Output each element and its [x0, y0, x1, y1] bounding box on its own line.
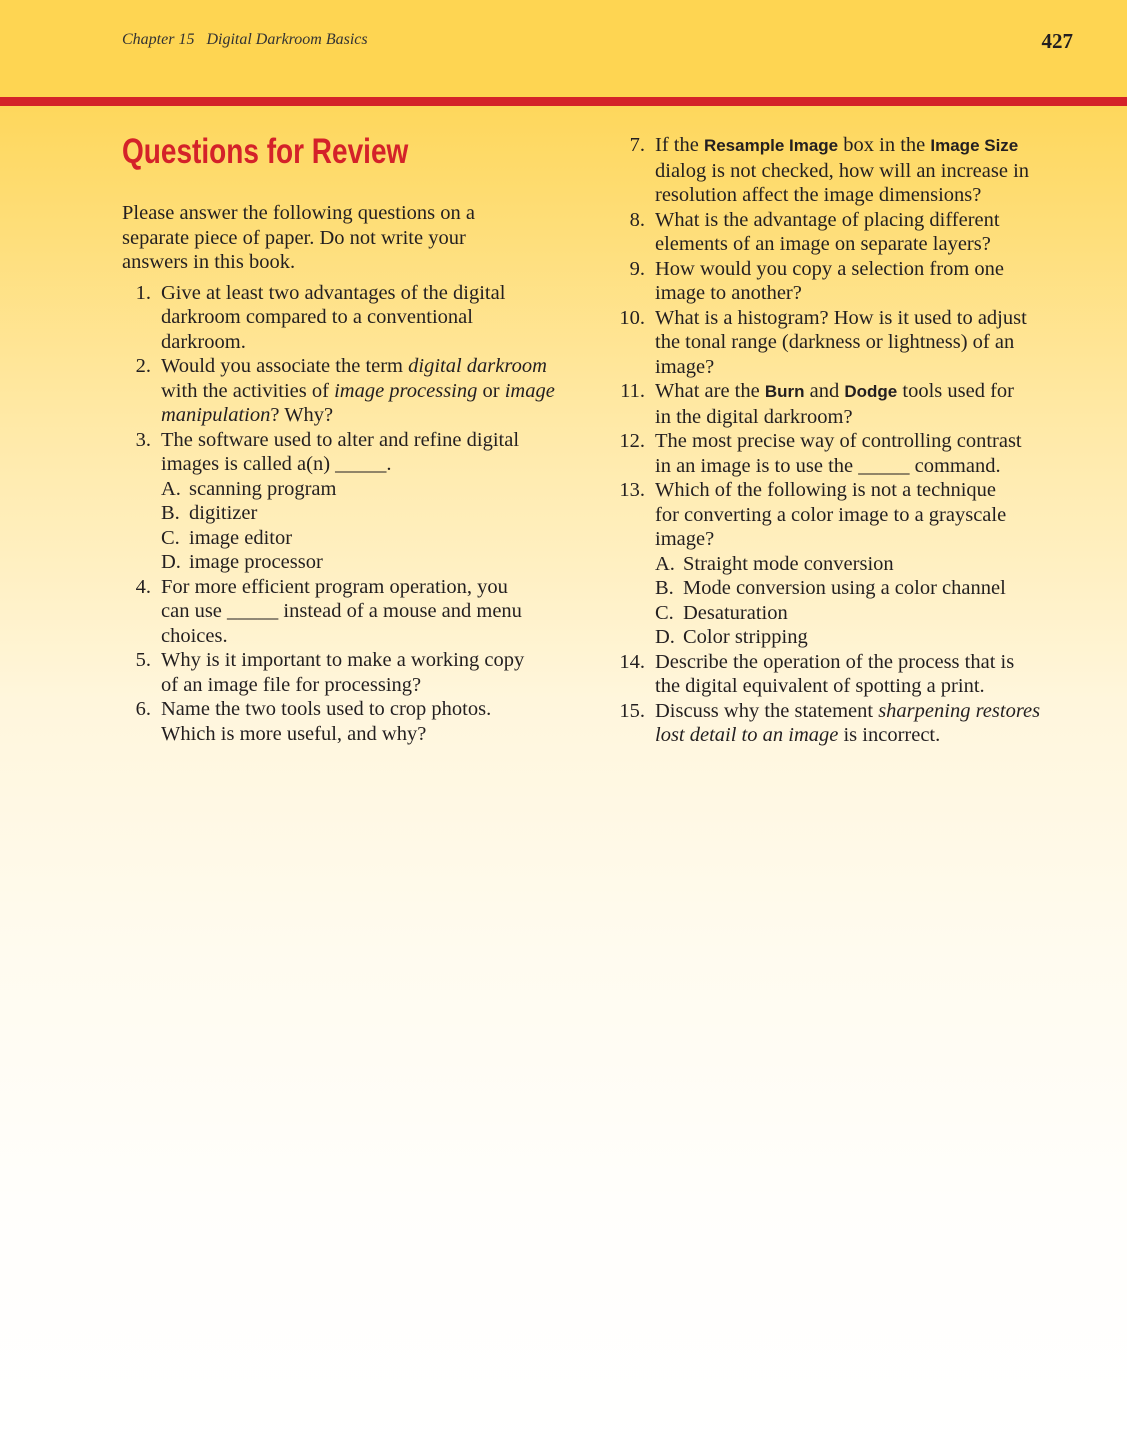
option-letter: A.: [655, 552, 675, 575]
question-line: [655, 527, 1090, 552]
question-line: [161, 673, 602, 698]
text: is incorrect.: [838, 724, 941, 746]
bold-ui-term: Dodge: [844, 382, 898, 401]
text: box in the: [838, 134, 931, 156]
bold-ui-term: Image Size: [930, 136, 1019, 155]
question-line: [161, 403, 602, 428]
text: of an image file for processing?: [161, 673, 422, 696]
text: Would you associate the term: [161, 355, 409, 377]
question-line: [655, 674, 1090, 699]
question-item: [610, 379, 1090, 429]
question-line: [655, 133, 1090, 159]
text: Which is more useful, and why?: [161, 722, 427, 745]
intro-paragraph: [122, 201, 602, 275]
italic-text: digital darkroom: [408, 355, 547, 377]
question-number: 9.: [629, 257, 645, 280]
running-header: [122, 31, 380, 49]
option-text: image processor: [189, 551, 323, 573]
text: or: [477, 379, 505, 402]
question-list: [122, 281, 602, 747]
text: with the activities of: [161, 379, 335, 402]
question-line: [161, 722, 602, 747]
question-line: [655, 723, 1090, 748]
question-item: [610, 478, 1090, 650]
left-column: [122, 201, 602, 746]
question-item: [122, 354, 602, 428]
question-line: [655, 183, 1090, 208]
question-number: 6.: [135, 698, 151, 720]
question-line: [655, 699, 1090, 724]
question-line: [655, 330, 1090, 355]
text: tools used for: [897, 380, 1014, 402]
italic-text: manipulation: [161, 404, 271, 426]
question-number: 2.: [135, 355, 151, 377]
chapter-number: Chapter 15: [122, 31, 195, 48]
text: image?: [655, 528, 715, 550]
question-number: 4.: [135, 575, 151, 598]
question-line: [161, 624, 602, 649]
question-item: [610, 306, 1090, 380]
answer-option: [161, 477, 602, 502]
section-title: Questions for Review: [122, 132, 409, 171]
question-item: [122, 648, 602, 697]
question-line: [655, 306, 1090, 331]
bold-ui-term: Burn: [764, 382, 805, 401]
question-number: 5.: [135, 649, 151, 671]
question-item: [122, 428, 602, 575]
text: The most precise way of controlling contrast: [655, 430, 1022, 452]
question-line: [655, 454, 1090, 479]
question-list: [610, 133, 1090, 748]
option-letter: B.: [161, 502, 180, 524]
text: darkroom.: [161, 330, 246, 353]
question-line: [161, 330, 602, 355]
text: Describe the operation of the process that is: [655, 650, 1015, 673]
question-number: 15.: [619, 699, 645, 722]
question-line: [655, 257, 1090, 282]
italic-text: sharpening restores: [878, 699, 1041, 722]
question-number: 10.: [619, 306, 645, 329]
answer-option: [655, 576, 1090, 601]
text: and: [804, 380, 845, 402]
question-line: [655, 405, 1090, 430]
text: ? Why?: [270, 404, 334, 426]
question-number: 11.: [620, 380, 645, 402]
question-line: [161, 305, 602, 330]
bold-ui-term: Resample Image: [703, 136, 839, 155]
question-number: 12.: [619, 430, 645, 452]
question-line: [161, 281, 602, 306]
option-text: Straight mode conversion: [683, 552, 894, 575]
italic-text: image processing: [334, 379, 478, 402]
question-line: [161, 452, 602, 477]
text: the tonal range (darkness or lightness) of an: [655, 331, 1015, 353]
intro-line: answers in this book.: [122, 251, 296, 273]
question-number: 8.: [629, 208, 645, 231]
text: darkroom compared to a conventional: [161, 306, 473, 328]
option-letter: D.: [655, 626, 675, 648]
question-number: 1.: [135, 281, 151, 304]
question-item: [610, 133, 1090, 208]
answer-option: [655, 552, 1090, 577]
question-item: [122, 281, 602, 355]
question-line: [655, 429, 1090, 454]
question-item: [610, 208, 1090, 257]
question-line: [655, 159, 1090, 184]
text: If the: [655, 134, 704, 156]
answer-option: [161, 526, 602, 551]
text: image to another?: [655, 282, 802, 304]
question-line: [655, 478, 1090, 503]
question-line: [655, 281, 1090, 306]
question-number: 13.: [619, 479, 645, 501]
intro-line: Please answer the following questions on a: [122, 202, 475, 224]
text: Name the two tools used to crop photos.: [161, 698, 492, 720]
question-line: [161, 575, 602, 600]
question-item: [122, 575, 602, 649]
option-letter: C.: [655, 601, 674, 624]
text: in an image is to use the _____ command.: [655, 454, 1001, 477]
page-number: 427: [1041, 29, 1073, 53]
question-line: [655, 232, 1090, 257]
answer-option: [655, 601, 1090, 626]
question-line: [161, 599, 602, 624]
answer-option: [161, 501, 602, 526]
text: can use _____ instead of a mouse and menu: [161, 600, 522, 622]
option-text: Mode conversion using a color channel: [683, 577, 1006, 599]
text: elements of an image on separate layers?: [655, 233, 991, 255]
option-text: digitizer: [189, 502, 258, 524]
option-letter: B.: [655, 577, 674, 599]
question-line: [655, 650, 1090, 675]
question-line: [655, 503, 1090, 528]
text: choices.: [161, 624, 228, 647]
option-letter: D.: [161, 551, 181, 573]
text: images is called a(n) _____.: [161, 453, 392, 475]
text: dialog is not checked, how will an increase in: [655, 159, 1030, 182]
text: What are the: [655, 380, 765, 402]
answer-option: [161, 550, 602, 575]
text: What is a histogram? How is it used to adjust: [655, 306, 1027, 329]
question-line: [655, 208, 1090, 233]
question-line: [161, 697, 602, 722]
text: How would you copy a selection from one: [655, 257, 1004, 280]
text: For more efficient program operation, you: [161, 575, 508, 598]
question-number: 3.: [135, 428, 151, 451]
text: image?: [655, 355, 715, 378]
intro-line: separate piece of paper. Do not write your: [122, 226, 466, 249]
question-line: [655, 355, 1090, 380]
question-item: [610, 699, 1090, 748]
answer-option: [655, 625, 1090, 650]
question-line: [161, 648, 602, 673]
option-text: scanning program: [189, 477, 337, 500]
text: the digital equivalent of spotting a print.: [655, 675, 985, 697]
question-line: [655, 379, 1090, 405]
text: The software used to alter and refine digital: [161, 428, 520, 451]
text: in the digital darkroom?: [655, 405, 853, 428]
question-item: [122, 697, 602, 746]
option-letter: A.: [161, 477, 181, 500]
option-text: image editor: [189, 526, 293, 549]
question-item: [610, 650, 1090, 699]
question-number: 14.: [619, 650, 645, 673]
text: Why is it important to make a working copy: [161, 649, 525, 671]
right-column: [610, 133, 1090, 748]
italic-text: lost detail to an image: [655, 724, 839, 746]
question-line: [161, 354, 602, 379]
option-letter: C.: [161, 526, 180, 549]
question-number: 7.: [629, 134, 645, 156]
text: for converting a color image to a grayscale: [655, 503, 1007, 526]
text: What is the advantage of placing different: [655, 208, 1000, 231]
question-item: [610, 429, 1090, 478]
question-line: [161, 379, 602, 404]
question-item: [610, 257, 1090, 306]
text: Give at least two advantages of the digital: [161, 281, 506, 304]
chapter-title: Digital Darkroom Basics: [206, 31, 368, 48]
option-text: Desaturation: [683, 601, 788, 624]
question-line: [161, 428, 602, 453]
option-text: Color stripping: [683, 626, 808, 648]
text: Which of the following is not a technique: [655, 479, 997, 501]
text: Discuss why the statement: [655, 699, 879, 722]
text: resolution affect the image dimensions?: [655, 184, 982, 206]
italic-text: image: [504, 379, 555, 402]
